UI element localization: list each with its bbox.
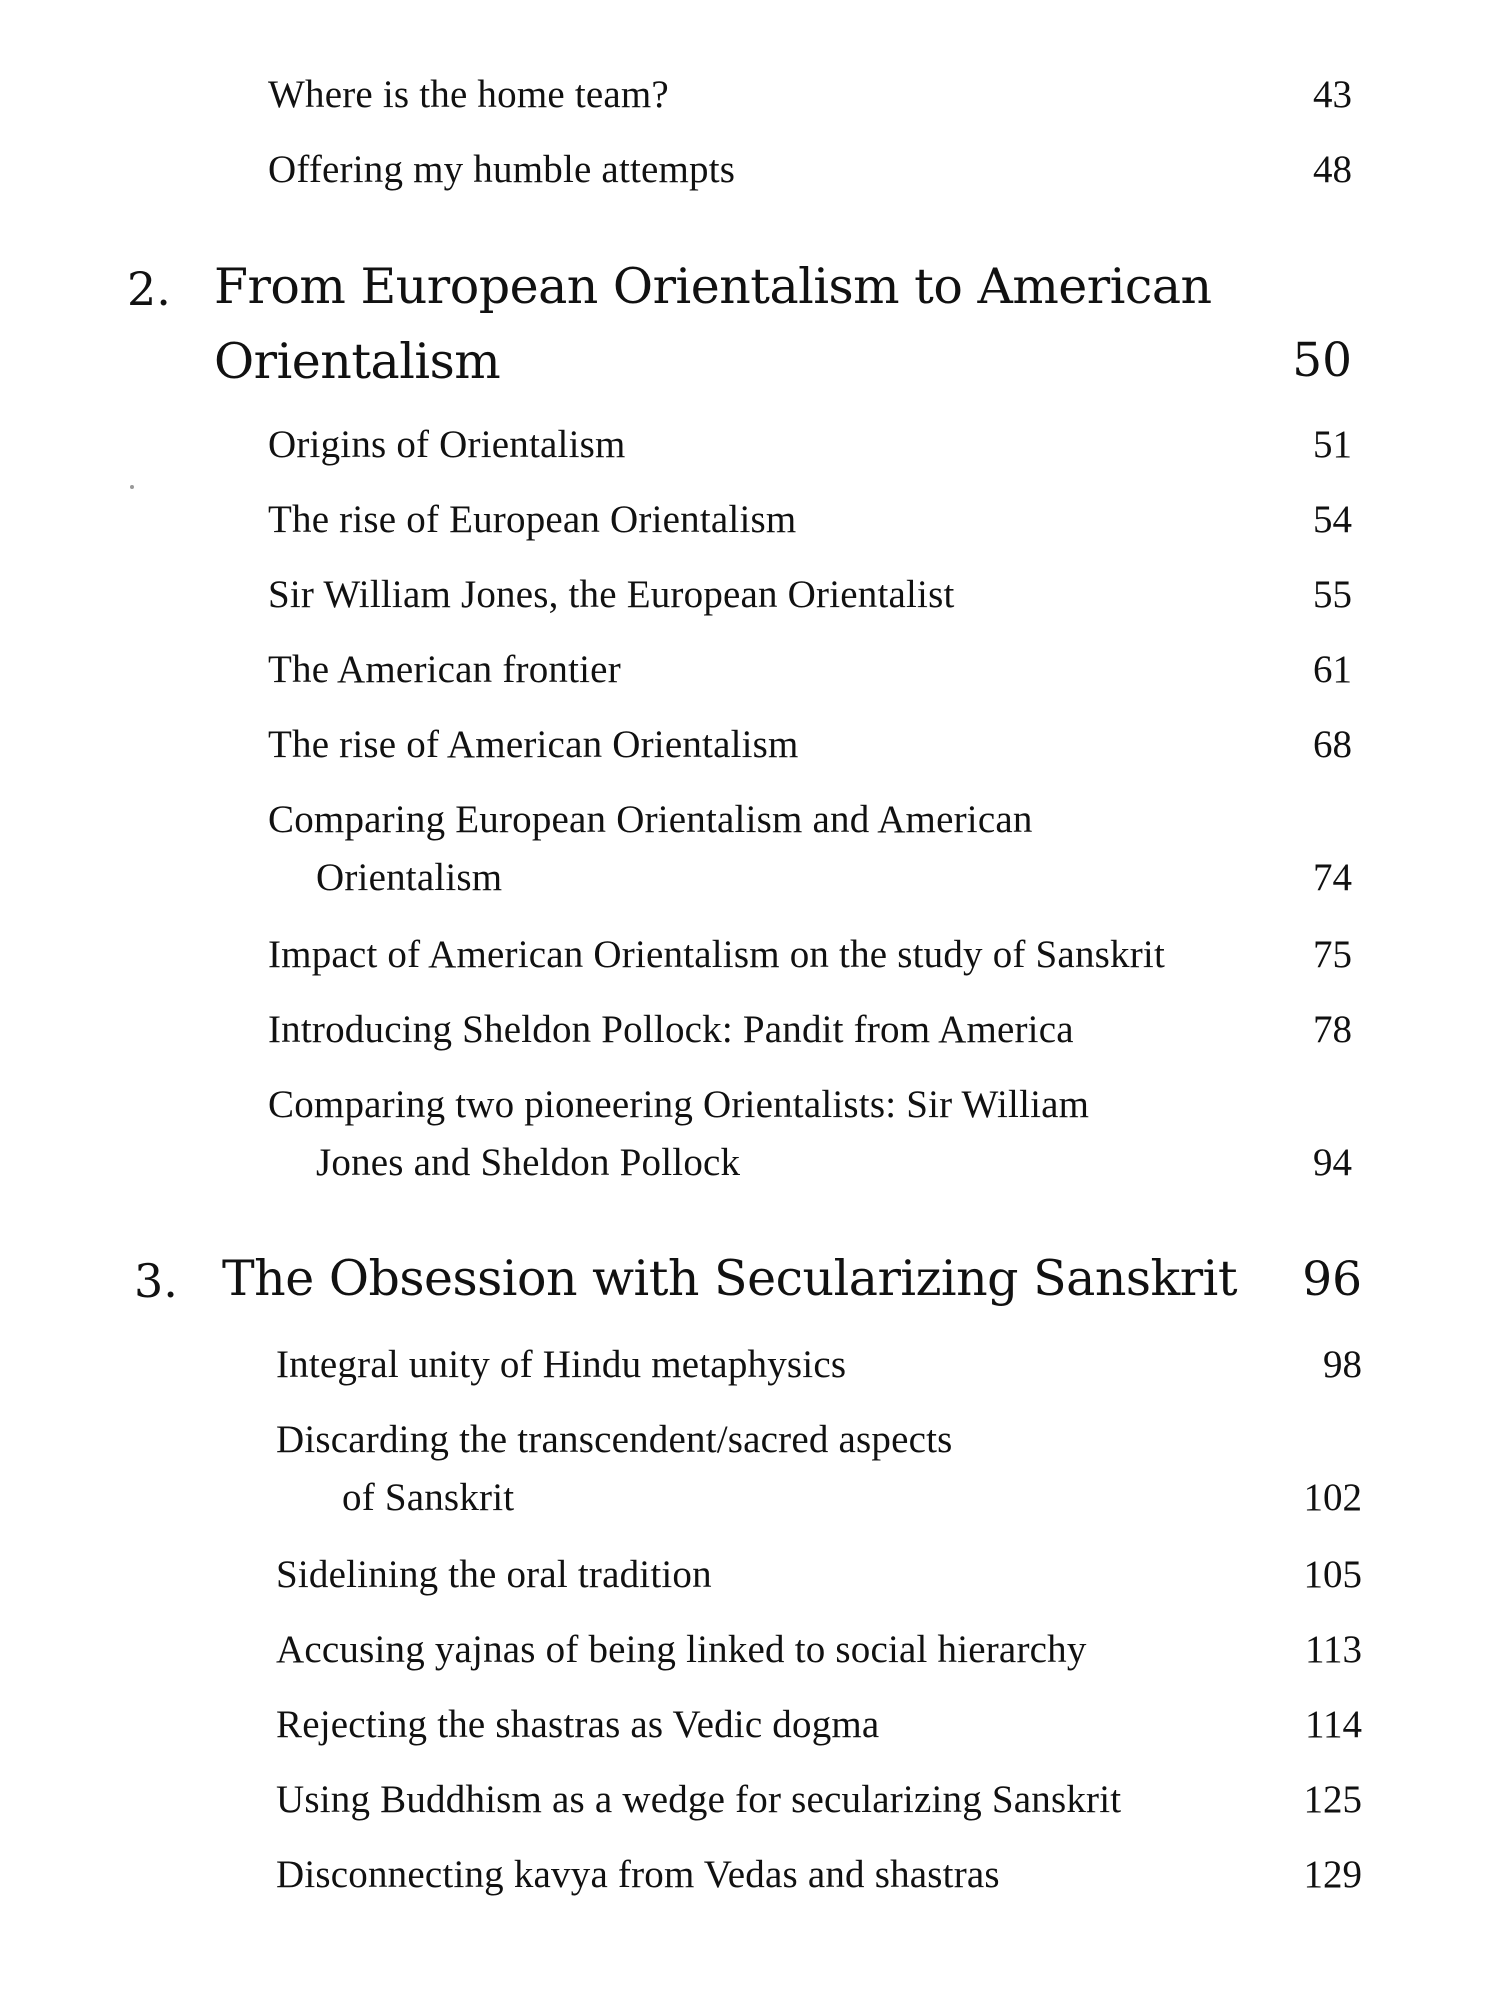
- toc-section-title: The rise of European Orientalism: [268, 498, 797, 541]
- toc-chapter-number: 2.: [127, 262, 171, 316]
- toc-section-title: Disconnecting kavya from Vedas and shastras: [276, 1853, 1000, 1896]
- toc-section-title: Origins of Orientalism: [268, 423, 626, 466]
- toc-section-title: The American frontier: [268, 648, 621, 691]
- toc-section-title: Comparing two pioneering Orientalists: Sir William: [268, 1083, 1090, 1126]
- toc-chapter-page: 50: [1292, 333, 1352, 388]
- toc-chapter-title-cont: Orientalism: [214, 333, 501, 390]
- toc-section-title: Offering my humble attempts: [268, 148, 736, 191]
- toc-section-page: 61: [1313, 648, 1352, 691]
- toc-section-page: 102: [1303, 1476, 1362, 1519]
- toc-section-page: 113: [1304, 1628, 1362, 1671]
- speck-mark: [130, 485, 134, 489]
- toc-section-page: 129: [1303, 1853, 1362, 1896]
- toc-section-page: 105: [1303, 1553, 1362, 1596]
- toc-section-title-cont: of Sanskrit: [342, 1476, 515, 1519]
- toc-section-page: 43: [1313, 73, 1352, 116]
- toc-section-title: Integral unity of Hindu metaphysics: [276, 1343, 847, 1386]
- toc-section-page: 125: [1303, 1778, 1362, 1821]
- toc-section-title: Where is the home team?: [268, 73, 669, 116]
- toc-chapter-page: 96: [1302, 1252, 1362, 1307]
- toc-section-page: 68: [1313, 723, 1352, 766]
- toc-chapter-number: 3.: [134, 1254, 178, 1308]
- toc-section-page: 98: [1323, 1343, 1362, 1386]
- toc-chapter-title: From European Orientalism to American: [214, 258, 1212, 315]
- toc-section-title: Using Buddhism as a wedge for secularizing Sanskrit: [276, 1778, 1122, 1821]
- toc-section-title: Accusing yajnas of being linked to social hierarchy: [276, 1628, 1087, 1671]
- toc-section-title: Comparing European Orientalism and American: [268, 798, 1033, 841]
- toc-section-page: 55: [1313, 573, 1352, 616]
- toc-section-title: Introducing Sheldon Pollock: Pandit from America: [268, 1008, 1074, 1051]
- toc-section-title-cont: Orientalism: [316, 856, 503, 899]
- toc-section-page: 48: [1313, 148, 1352, 191]
- toc-section-page: 74: [1313, 856, 1352, 899]
- toc-section-title: Sidelining the oral tradition: [276, 1553, 712, 1596]
- toc-section-title: Impact of American Orientalism on the study of Sanskrit: [268, 933, 1165, 976]
- toc-section-title: Sir William Jones, the European Orientalist: [268, 573, 955, 616]
- toc-section-page: 114: [1304, 1703, 1362, 1746]
- toc-section-page: 94: [1313, 1141, 1352, 1184]
- toc-section-page: 54: [1313, 498, 1352, 541]
- toc-section-page: 51: [1313, 423, 1352, 466]
- toc-section-title: Discarding the transcendent/sacred aspects: [276, 1418, 953, 1461]
- toc-section-title: The rise of American Orientalism: [268, 723, 799, 766]
- toc-section-title-cont: Jones and Sheldon Pollock: [316, 1141, 741, 1184]
- toc-section-page: 75: [1313, 933, 1352, 976]
- toc-section-page: 78: [1313, 1008, 1352, 1051]
- toc-chapter-title: The Obsession with Secularizing Sanskrit: [222, 1250, 1238, 1307]
- toc-section-title: Rejecting the shastras as Vedic dogma: [276, 1703, 880, 1746]
